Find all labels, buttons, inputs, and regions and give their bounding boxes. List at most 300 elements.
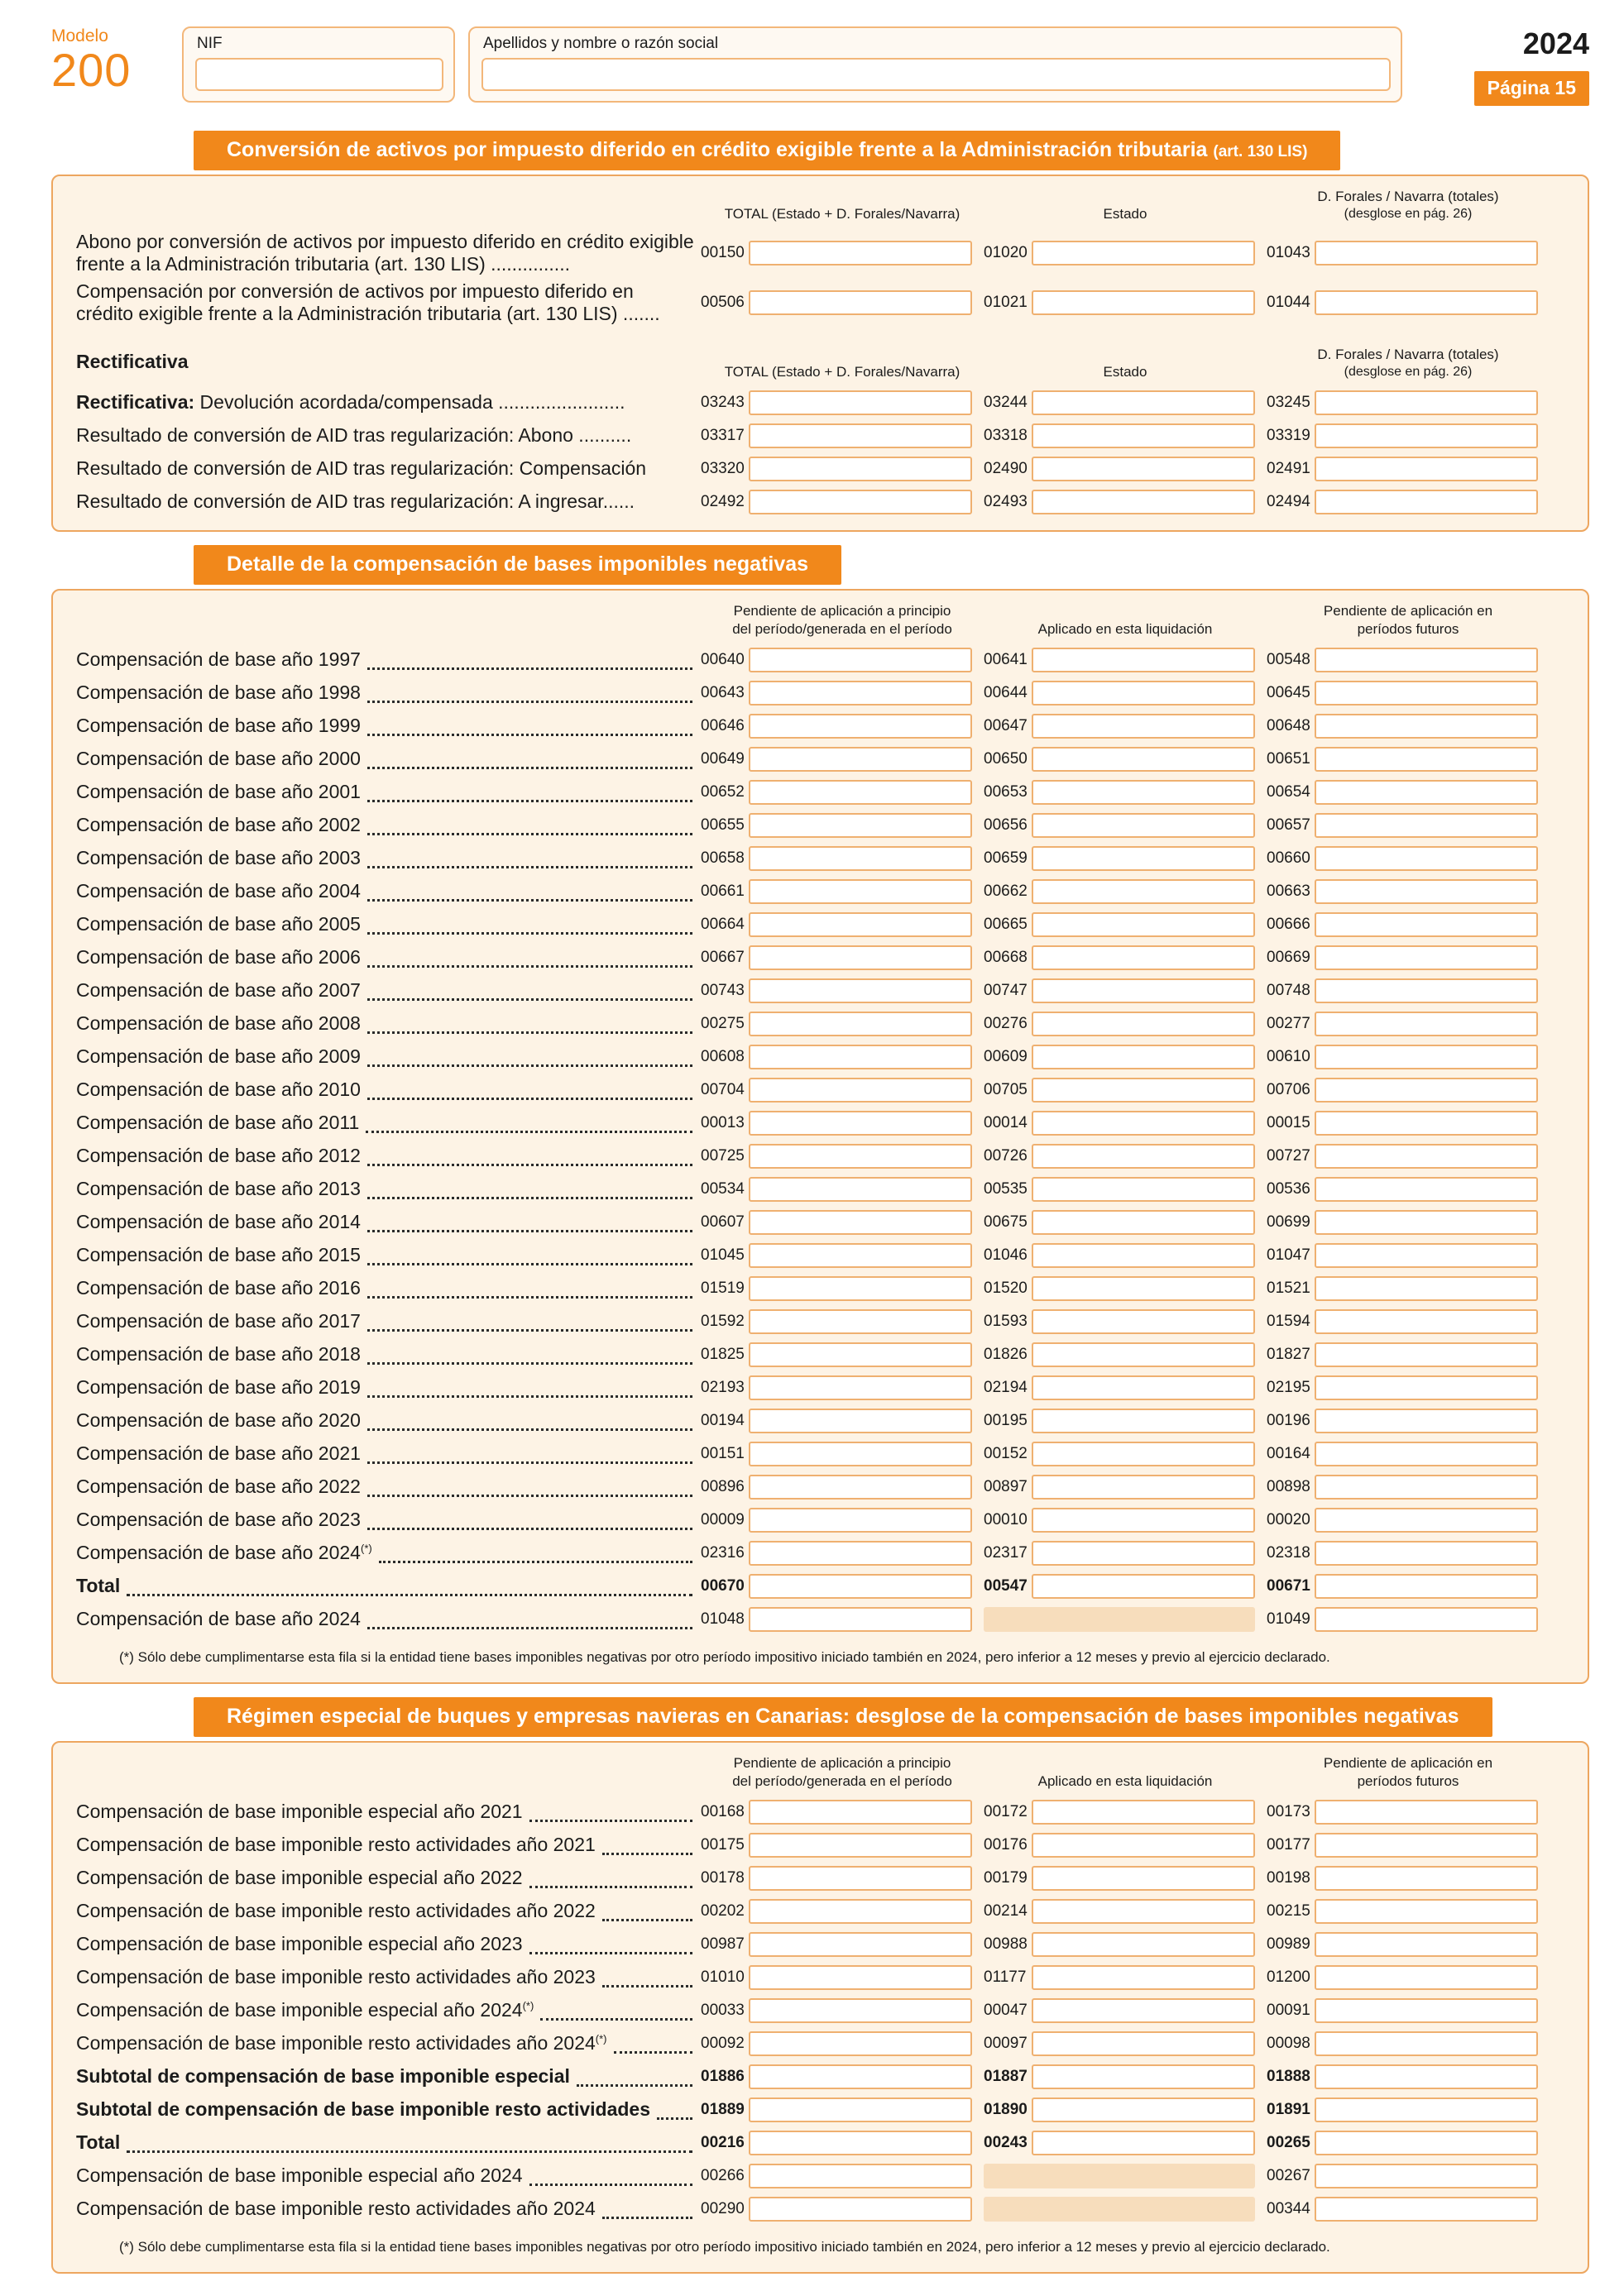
row-label-text: Compensación de base año 2021 xyxy=(76,1442,361,1465)
col-header-forales-line2: (desglose en pág. 26) xyxy=(1344,365,1473,380)
input-box[interactable] xyxy=(749,1998,972,2023)
input-box[interactable] xyxy=(749,1541,972,1566)
field-code: 01593 xyxy=(984,1312,1028,1330)
input-box[interactable] xyxy=(1032,1932,1255,1957)
row-label-text: Compensación de base año 2020 xyxy=(76,1409,361,1432)
input-box[interactable] xyxy=(1032,1541,1255,1566)
row-label-text: Compensación de base imponible especial año 2023 xyxy=(76,1933,523,1955)
input-box[interactable] xyxy=(1032,813,1255,838)
field-code: 01888 xyxy=(1267,2067,1310,2085)
input-box[interactable] xyxy=(1032,1177,1255,1202)
input-box[interactable] xyxy=(1315,1309,1538,1334)
form-field xyxy=(1267,390,1550,415)
input-box[interactable] xyxy=(749,1342,972,1367)
input-box[interactable] xyxy=(1032,681,1255,706)
input-box[interactable] xyxy=(1315,490,1538,514)
form-field xyxy=(1267,1276,1550,1301)
row-label xyxy=(76,1277,361,1299)
section-buques-canarias xyxy=(51,1697,1589,2274)
field-code: 00898 xyxy=(1267,1477,1310,1495)
input-box[interactable] xyxy=(1032,1210,1255,1235)
row-label-text: Compensación de base imponible resto actividades año 2023 xyxy=(76,1966,596,1988)
input-box[interactable] xyxy=(1315,1833,1538,1858)
input-box[interactable] xyxy=(1315,390,1538,415)
input-box[interactable] xyxy=(1032,780,1255,805)
field-code: 00989 xyxy=(1267,1935,1310,1953)
input-box[interactable] xyxy=(749,846,972,871)
dotted-leader xyxy=(367,800,692,802)
input-box[interactable] xyxy=(1032,1243,1255,1268)
dotted-leader xyxy=(367,1031,692,1034)
row-label xyxy=(76,1542,372,1564)
input-box[interactable] xyxy=(749,290,972,315)
dotted-leader xyxy=(367,1329,692,1332)
input-box[interactable] xyxy=(749,1932,972,1957)
input-box[interactable] xyxy=(1315,747,1538,772)
input-box[interactable] xyxy=(1315,2064,1538,2089)
input-box[interactable] xyxy=(1315,945,1538,970)
col-header-aplicado xyxy=(984,620,1267,640)
col-header-line1: Pendiente de aplicación a principio xyxy=(733,1754,951,1771)
input-box[interactable] xyxy=(1315,780,1538,805)
input-box[interactable] xyxy=(1315,1177,1538,1202)
form-row xyxy=(76,2093,1550,2126)
input-box[interactable] xyxy=(1315,2197,1538,2222)
form-row xyxy=(76,1404,1550,1437)
input-box[interactable] xyxy=(1315,912,1538,937)
row-label-text: Compensación de base año 2008 xyxy=(76,1012,361,1035)
row-label xyxy=(76,231,701,275)
field-code: 01521 xyxy=(1267,1279,1310,1297)
field-code: 00091 xyxy=(1267,2001,1310,2019)
input-box[interactable] xyxy=(749,2197,972,2222)
row-label xyxy=(76,715,361,737)
input-box[interactable] xyxy=(1315,290,1538,315)
form-field xyxy=(984,1144,1267,1169)
form-field xyxy=(1267,1932,1550,1957)
input-box[interactable] xyxy=(1315,648,1538,672)
input-box[interactable] xyxy=(1032,1045,1255,1069)
input-box[interactable] xyxy=(749,1442,972,1466)
row-label xyxy=(76,2032,607,2054)
field-code: 00202 xyxy=(701,1901,745,1920)
input-box[interactable] xyxy=(1315,1899,1538,1924)
field-code: 01044 xyxy=(1267,294,1310,312)
dotted-leader xyxy=(127,2150,692,2153)
input-box[interactable] xyxy=(1315,1965,1538,1990)
row-label-text: Total xyxy=(76,2131,121,2154)
input-box[interactable] xyxy=(1032,1574,1255,1599)
input-box[interactable] xyxy=(749,2031,972,2056)
field-code: 00534 xyxy=(701,1179,745,1198)
input-box[interactable] xyxy=(1315,1508,1538,1533)
form-row xyxy=(76,278,1550,328)
input-box[interactable] xyxy=(1032,1475,1255,1500)
input-box[interactable] xyxy=(1315,1243,1538,1268)
input-box[interactable] xyxy=(749,813,972,838)
input-box[interactable] xyxy=(749,1574,972,1599)
input-box[interactable] xyxy=(749,457,972,481)
input-box[interactable] xyxy=(749,912,972,937)
section-body xyxy=(51,589,1589,1684)
form-field xyxy=(1267,1965,1550,1990)
section-title-bar xyxy=(194,545,841,585)
input-box[interactable] xyxy=(1032,912,1255,937)
form-row xyxy=(76,974,1550,1007)
form-field xyxy=(1267,1541,1550,1566)
form-field xyxy=(1267,1409,1550,1433)
dotted-leader xyxy=(367,1461,692,1464)
input-box[interactable] xyxy=(749,1276,972,1301)
input-box[interactable] xyxy=(749,1078,972,1103)
input-box[interactable] xyxy=(1315,1144,1538,1169)
input-box[interactable] xyxy=(1032,2031,1255,2056)
form-row xyxy=(76,1437,1550,1471)
row-label xyxy=(76,1343,361,1366)
dotted-leader xyxy=(367,1263,692,1265)
form-row xyxy=(76,1862,1550,1895)
col-header-aplicado xyxy=(984,1772,1267,1792)
input-box[interactable] xyxy=(749,2164,972,2188)
field-code: 01520 xyxy=(984,1279,1028,1297)
input-box[interactable] xyxy=(1315,978,1538,1003)
form-row xyxy=(76,1140,1550,1173)
row-label-text: Compensación de base año 2013 xyxy=(76,1178,361,1200)
year-page-block xyxy=(1424,25,1589,106)
field-code: 00164 xyxy=(1267,1444,1310,1462)
input-box[interactable] xyxy=(1315,1012,1538,1036)
form-field xyxy=(701,912,984,937)
input-box[interactable] xyxy=(1315,1409,1538,1433)
form-field xyxy=(984,1833,1267,1858)
input-box[interactable] xyxy=(1315,1078,1538,1103)
row-label xyxy=(76,490,701,513)
input-box[interactable] xyxy=(1315,1375,1538,1400)
field-code: 02494 xyxy=(1267,493,1310,511)
input-box[interactable] xyxy=(1315,1800,1538,1825)
input-box[interactable] xyxy=(1032,1508,1255,1533)
input-box[interactable] xyxy=(1315,1276,1538,1301)
input-box[interactable] xyxy=(1032,1833,1255,1858)
input-box[interactable] xyxy=(1032,1111,1255,1136)
form-field xyxy=(701,1078,984,1103)
input-box[interactable] xyxy=(749,423,972,448)
row-label-text: Compensación de base año 2005 xyxy=(76,913,361,935)
input-box[interactable] xyxy=(1032,1409,1255,1433)
section-body xyxy=(51,1741,1589,2274)
input-box[interactable] xyxy=(1032,2097,1255,2122)
input-box[interactable] xyxy=(1032,714,1255,739)
input-box[interactable] xyxy=(1032,1276,1255,1301)
dotted-leader xyxy=(367,1098,692,1100)
field-code: 01020 xyxy=(984,243,1028,261)
input-box[interactable] xyxy=(749,879,972,904)
form-field xyxy=(984,1111,1267,1136)
input-box[interactable] xyxy=(1032,241,1255,265)
input-box[interactable] xyxy=(749,681,972,706)
dotted-leader xyxy=(367,998,692,1001)
form-field xyxy=(984,1210,1267,1235)
input-box[interactable] xyxy=(1032,648,1255,672)
footnote: (*) Sólo debe cumplimentarse esta fila si la entidad tiene bases imponibles negativas por otro período impositivo iniciado también en 2024, pero inferior a 12 meses y previo al ejercicio declarado. xyxy=(119,1648,1330,1665)
field-code: 00195 xyxy=(984,1411,1028,1429)
input-box[interactable] xyxy=(1032,1899,1255,1924)
field-code: 00020 xyxy=(1267,1510,1310,1528)
field-code: 00661 xyxy=(701,882,745,900)
row-label xyxy=(76,1079,361,1101)
form-field xyxy=(701,1144,984,1169)
input-box[interactable] xyxy=(1032,1800,1255,1825)
form-field xyxy=(984,846,1267,871)
dotted-leader xyxy=(602,2217,692,2219)
field-code: 00649 xyxy=(701,749,745,768)
row-label xyxy=(76,1509,361,1531)
row-label xyxy=(76,1012,361,1035)
form-field xyxy=(701,241,984,265)
input-box[interactable] xyxy=(1315,1932,1538,1957)
form-row xyxy=(76,1040,1550,1074)
input-box[interactable] xyxy=(1315,2097,1538,2122)
form-field xyxy=(984,1342,1267,1367)
col-header-forales-line1: D. Forales / Navarra (totales) xyxy=(1317,188,1499,204)
input-box[interactable] xyxy=(1032,290,1255,315)
field-code: 00009 xyxy=(701,1510,745,1528)
input-box[interactable] xyxy=(749,747,972,772)
dotted-leader xyxy=(367,1362,692,1365)
input-box[interactable] xyxy=(749,714,972,739)
input-box[interactable] xyxy=(749,648,972,672)
input-box[interactable] xyxy=(749,1210,972,1235)
field-code: 00660 xyxy=(1267,849,1310,867)
form-field xyxy=(1267,1177,1550,1202)
dotted-leader xyxy=(367,932,692,935)
input-box[interactable] xyxy=(1315,2031,1538,2056)
input-box[interactable] xyxy=(749,1508,972,1533)
form-field xyxy=(984,1932,1267,1957)
input-box[interactable] xyxy=(749,241,972,265)
form-field xyxy=(1267,714,1550,739)
input-box[interactable] xyxy=(1315,241,1538,265)
row-label-text: Compensación de base año 2007 xyxy=(76,979,361,1002)
form-field xyxy=(701,1475,984,1500)
row-label-text: Compensación de base año 2003 xyxy=(76,847,361,869)
field-code: 00699 xyxy=(1267,1213,1310,1231)
col-header-pendiente-futuro xyxy=(1267,1754,1550,1792)
field-code: 01021 xyxy=(984,294,1028,312)
form-field xyxy=(1267,1210,1550,1235)
input-box[interactable] xyxy=(749,1965,972,1990)
input-box[interactable] xyxy=(1315,1111,1538,1136)
input-box[interactable] xyxy=(1315,714,1538,739)
col-header-line2: del período/generada en el período xyxy=(732,1772,952,1789)
field-code: 02318 xyxy=(1267,1543,1310,1562)
field-code: 00659 xyxy=(984,849,1028,867)
form-field xyxy=(701,780,984,805)
name-input[interactable] xyxy=(481,58,1391,91)
input-box[interactable] xyxy=(1032,846,1255,871)
input-box[interactable] xyxy=(1315,1866,1538,1891)
input-box[interactable] xyxy=(1032,1012,1255,1036)
field-code: 00033 xyxy=(701,2001,745,2019)
form-field xyxy=(701,1045,984,1069)
field-code: 00176 xyxy=(984,1835,1028,1854)
row-label-text: Compensación de base año 1997 xyxy=(76,648,361,671)
input-box[interactable] xyxy=(1315,1342,1538,1367)
form-row xyxy=(76,386,1550,419)
input-box[interactable] xyxy=(1315,1210,1538,1235)
input-box[interactable] xyxy=(749,1899,972,1924)
col-header-text: Aplicado en esta liquidación xyxy=(1037,1772,1213,1789)
input-box[interactable] xyxy=(749,1177,972,1202)
form-field xyxy=(984,2131,1267,2155)
section-title: Régimen especial de buques y empresas navieras en Canarias: desglose de la compensación de bases imponibles negativas xyxy=(227,1704,1459,1728)
form-field xyxy=(701,945,984,970)
field-code: 02492 xyxy=(701,493,745,511)
input-box[interactable] xyxy=(1032,978,1255,1003)
form-row xyxy=(76,2060,1550,2093)
input-box[interactable] xyxy=(1315,1442,1538,1466)
input-box[interactable] xyxy=(1032,1342,1255,1367)
col-header-estado-text: Estado xyxy=(1103,363,1147,380)
form-field xyxy=(701,648,984,672)
form-field xyxy=(701,490,984,514)
input-box[interactable] xyxy=(1032,2131,1255,2155)
input-box[interactable] xyxy=(749,2131,972,2155)
input-box[interactable] xyxy=(749,1111,972,1136)
input-box[interactable] xyxy=(1032,423,1255,448)
input-box[interactable] xyxy=(749,978,972,1003)
row-label xyxy=(76,1999,534,2021)
input-box[interactable] xyxy=(749,390,972,415)
input-box[interactable] xyxy=(1032,945,1255,970)
input-box[interactable] xyxy=(749,2064,972,2089)
input-box[interactable] xyxy=(749,1375,972,1400)
section-title: Conversión de activos por impuesto diferido en crédito exigible frente a la Administración tributaria xyxy=(227,138,1208,161)
input-box[interactable] xyxy=(1315,1574,1538,1599)
input-box[interactable] xyxy=(749,1144,972,1169)
row-label-text: Compensación de base imponible especial año 2022 xyxy=(76,1867,523,1889)
form-field xyxy=(701,1607,984,1632)
form-field xyxy=(701,423,984,448)
input-box[interactable] xyxy=(1032,1078,1255,1103)
form-row xyxy=(76,875,1550,908)
form-field xyxy=(984,457,1267,481)
input-box[interactable] xyxy=(1315,813,1538,838)
input-box[interactable] xyxy=(749,1243,972,1268)
input-box[interactable] xyxy=(1032,1442,1255,1466)
input-box[interactable] xyxy=(749,1833,972,1858)
form-field xyxy=(984,813,1267,838)
input-box[interactable] xyxy=(1315,1475,1538,1500)
col-header-forales xyxy=(1267,188,1550,225)
rows-rectificativa xyxy=(76,386,1550,519)
row-label xyxy=(76,1966,596,1988)
input-box[interactable] xyxy=(749,2097,972,2122)
field-code: 00015 xyxy=(1267,1113,1310,1131)
input-box[interactable] xyxy=(749,945,972,970)
input-box[interactable] xyxy=(1032,1998,1255,2023)
row-label-text: Compensación por conversión de activos por impuesto diferido en crédito exigible frente a la Administración tributaria (art. 130 LIS) ....... xyxy=(76,280,660,325)
input-box[interactable] xyxy=(749,1866,972,1891)
input-box[interactable] xyxy=(1315,423,1538,448)
input-box[interactable] xyxy=(1315,2131,1538,2155)
shaded-cell xyxy=(984,2197,1255,2222)
row-label-text: Compensación de base año 2024 xyxy=(76,1542,361,1564)
input-box[interactable] xyxy=(1032,1309,1255,1334)
input-box[interactable] xyxy=(1032,1965,1255,1990)
nif-input[interactable] xyxy=(195,58,443,91)
input-box[interactable] xyxy=(1315,2164,1538,2188)
dotted-leader xyxy=(367,833,692,835)
input-box[interactable] xyxy=(1315,846,1538,871)
input-box[interactable] xyxy=(1032,2064,1255,2089)
input-box[interactable] xyxy=(1032,747,1255,772)
dotted-leader xyxy=(367,734,692,736)
row-label-text: Compensación de base año 2012 xyxy=(76,1145,361,1167)
row-label xyxy=(76,1211,361,1233)
row-label xyxy=(76,457,701,480)
input-box[interactable] xyxy=(749,1012,972,1036)
row-label xyxy=(76,1409,361,1432)
input-box[interactable] xyxy=(1315,457,1538,481)
dotted-leader xyxy=(379,1561,692,1563)
form-row xyxy=(76,743,1550,776)
form-field xyxy=(984,945,1267,970)
field-code: 00265 xyxy=(1267,2133,1310,2151)
form-field xyxy=(1267,423,1550,448)
input-box[interactable] xyxy=(1315,1541,1538,1566)
input-box[interactable] xyxy=(1315,1607,1538,1632)
row-label-text: Compensación de base imponible resto actividades año 2021 xyxy=(76,1834,596,1856)
form-field xyxy=(984,978,1267,1003)
input-box[interactable] xyxy=(1315,1998,1538,2023)
input-box[interactable] xyxy=(749,1800,972,1825)
input-box[interactable] xyxy=(749,1309,972,1334)
input-box[interactable] xyxy=(1032,1866,1255,1891)
dotted-leader xyxy=(367,1627,692,1629)
form-row xyxy=(76,1603,1550,1636)
input-box[interactable] xyxy=(749,780,972,805)
input-box[interactable] xyxy=(749,1409,972,1433)
form-field xyxy=(1267,1800,1550,1825)
form-field xyxy=(701,1833,984,1858)
input-box[interactable] xyxy=(1032,390,1255,415)
row-label-text: Compensación de base imponible resto actividades año 2024 xyxy=(76,2032,596,2054)
column-headers xyxy=(76,1748,1550,1796)
field-code: 01177 xyxy=(984,1968,1027,1986)
input-box[interactable] xyxy=(749,1045,972,1069)
input-box[interactable] xyxy=(749,1607,972,1632)
input-box[interactable] xyxy=(1032,879,1255,904)
form-row xyxy=(76,1305,1550,1338)
field-code: 00097 xyxy=(984,2034,1028,2052)
col-header-estado-text: Estado xyxy=(1103,205,1147,222)
form-field xyxy=(984,2197,1267,2222)
input-box[interactable] xyxy=(1032,1375,1255,1400)
form-field xyxy=(701,2097,984,2122)
name-label: Apellidos y nombre o razón social xyxy=(483,35,719,52)
row-label-text: Compensación de base año 2016 xyxy=(76,1277,361,1299)
input-box[interactable] xyxy=(1032,457,1255,481)
input-box[interactable] xyxy=(1315,681,1538,706)
field-code: 00670 xyxy=(701,1576,745,1595)
input-box[interactable] xyxy=(1032,1144,1255,1169)
input-box[interactable] xyxy=(1032,490,1255,514)
input-box[interactable] xyxy=(1315,879,1538,904)
input-box[interactable] xyxy=(749,1475,972,1500)
input-box[interactable] xyxy=(1315,1045,1538,1069)
input-box[interactable] xyxy=(749,490,972,514)
